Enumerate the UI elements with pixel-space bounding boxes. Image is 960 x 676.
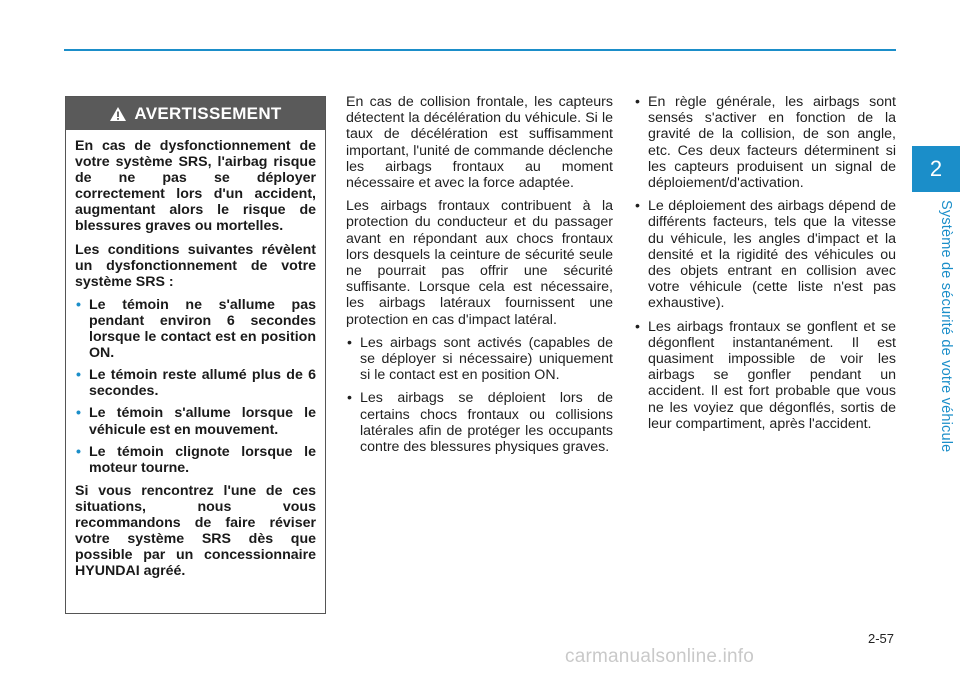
- warning-intro: En cas de dysfonctionnement de votre système SRS, l'airbag risque de ne pas se déployer correctement lors d'un accident, augmentant alors le risque de blessures graves ou mortelles.: [75, 138, 316, 235]
- chapter-number-tab: [912, 146, 960, 192]
- list-item: • En règle générale, les airbags sont sensés s'activer en fonction de la gravité de la collision, de son angle, etc. Ces deux facteurs déterminent si les capteurs produisent un signal de déploiement/d'activation.: [634, 94, 896, 191]
- paragraph: En cas de collision frontale, les capteurs détectent la décélération du véhicule. Si le taux de décélération est suffisamment important, l'unité de commande déclenche les airbags frontaux au moment nécessaire et avec la force adaptée.: [346, 94, 613, 192]
- warning-condition-list: [75, 297, 316, 476]
- list-item: • Le témoin ne s'allume pas pendant environ 6 secondes lorsque le contact est en position ON.: [75, 297, 316, 361]
- list-item: • Le déploiement des airbags dépend de différents facteurs, tels que la vitesse du véhicule, les angles d'impact et la densité et la rigidité des véhicules ou des objets entrant en collision avec votre véhicule (cette liste n'est pas exhaustive).: [634, 198, 896, 311]
- list-item: • Les airbags frontaux se gonflent et se dégonflent instantanément. Il est quasiment impossible de voir les airbags se gonfler pendant un accident. Il est fort probable que vous ne les voyiez que dégonflés, sortis de leur compartiment, après l'accident.: [634, 319, 896, 432]
- list-item: • Le témoin reste allumé plus de 6 secondes.: [75, 367, 316, 399]
- warning-box: [65, 96, 326, 614]
- paragraph: Les airbags frontaux contribuent à la protection du conducteur et du passager avant en répondant aux chocs frontaux lors desquels la ceinture de sécurité seule ne pourrait pas offrir une sécurité suffisante. Lorsque cela est nécessaire, les airbags latéraux fournissent une protection en cas d'impact latéral.: [346, 198, 613, 328]
- bullet-list: [346, 335, 613, 455]
- chapter-title: Système de sécurité de votre véhicule: [938, 200, 954, 453]
- warning-triangle-icon: [109, 106, 127, 122]
- middle-column: [346, 94, 613, 462]
- list-item: • Le témoin s'allume lorsque le véhicule est en mouvement.: [75, 405, 316, 437]
- list-item: • Les airbags sont activés (capables de se déployer si nécessaire) uniquement si le contact est en position ON.: [346, 335, 613, 384]
- warning-header: [66, 97, 325, 130]
- bullet-list: [634, 94, 896, 432]
- list-item: • Le témoin clignote lorsque le moteur tourne.: [75, 444, 316, 476]
- warning-conditions-lead: Les conditions suivantes révèlent un dysfonctionnement de votre système SRS :: [75, 241, 316, 290]
- page-number: 2-57: [867, 631, 894, 646]
- watermark[interactable]: carmanualsonline.info: [565, 646, 755, 667]
- warning-conclusion: Si vous rencontrez l'une de ces situations, nous vous recommandons de faire réviser votre système SRS dès que possible par un concessionnaire HYUNDAI agréé.: [75, 482, 316, 580]
- chapter-number: 2: [929, 156, 943, 181]
- list-item: • Les airbags se déploient lors de certains chocs frontaux ou collisions latérales afin de protéger les occupants contre des blessures physiques graves.: [346, 390, 613, 455]
- top-rule: [64, 49, 896, 51]
- warning-body: [66, 130, 325, 579]
- right-column: [634, 94, 896, 439]
- warning-title: AVERTISSEMENT: [134, 103, 282, 123]
